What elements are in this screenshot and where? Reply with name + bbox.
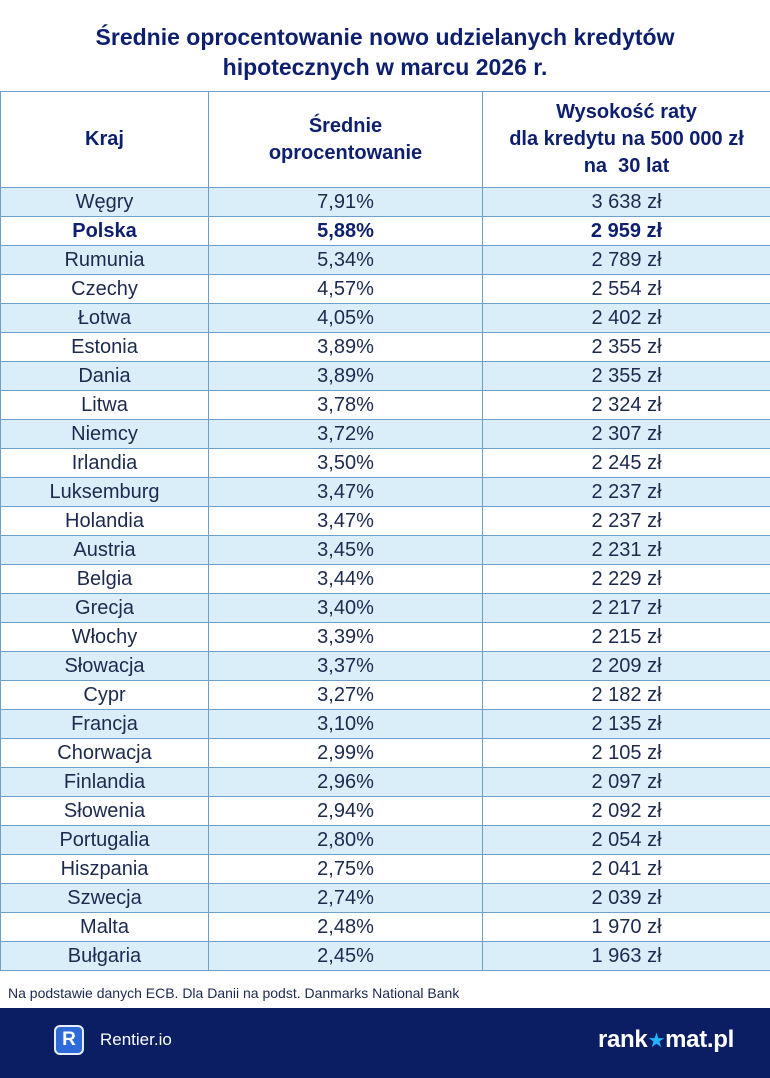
star-icon: ★	[647, 1030, 666, 1052]
cell-installment: 2 245 zł	[483, 449, 770, 478]
cell-country: Litwa	[1, 391, 209, 420]
cell-installment: 2 105 zł	[483, 739, 770, 768]
header-installment: Wysokość raty dla kredytu na 500 000 zł na 30 lat	[483, 92, 770, 188]
title-line-2: hipotecznych w marcu 2026 r.	[222, 54, 548, 80]
cell-country: Chorwacja	[1, 739, 209, 768]
cell-avg-rate: 2,80%	[209, 826, 483, 855]
cell-installment: 1 963 zł	[483, 942, 770, 971]
table-row	[1, 449, 770, 478]
cell-installment: 2 554 zł	[483, 275, 770, 304]
table-row	[1, 565, 770, 594]
cell-installment: 2 324 zł	[483, 391, 770, 420]
cell-country: Portugalia	[1, 826, 209, 855]
rankomat-logo	[598, 1026, 734, 1054]
cell-installment: 2 182 zł	[483, 681, 770, 710]
cell-avg-rate: 3,39%	[209, 623, 483, 652]
cell-country: Łotwa	[1, 304, 209, 333]
cell-avg-rate: 3,50%	[209, 449, 483, 478]
cell-country: Dania	[1, 362, 209, 391]
cell-country: Czechy	[1, 275, 209, 304]
cell-avg-rate: 2,45%	[209, 942, 483, 971]
table-row	[1, 188, 770, 217]
cell-installment: 2 217 zł	[483, 594, 770, 623]
cell-country: Grecja	[1, 594, 209, 623]
table-row	[1, 536, 770, 565]
table-row	[1, 652, 770, 681]
table-row	[1, 768, 770, 797]
table-row	[1, 739, 770, 768]
page-title	[0, 22, 770, 82]
cell-avg-rate: 2,48%	[209, 913, 483, 942]
rentier-logo-icon: R	[54, 1025, 84, 1055]
cell-country: Austria	[1, 536, 209, 565]
cell-avg-rate: 2,75%	[209, 855, 483, 884]
cell-installment: 2 041 zł	[483, 855, 770, 884]
cell-avg-rate: 2,74%	[209, 884, 483, 913]
mortgage-rates-table	[0, 91, 770, 971]
cell-country: Irlandia	[1, 449, 209, 478]
rentier-brand: Rentier.io	[100, 1030, 172, 1049]
cell-avg-rate: 3,72%	[209, 420, 483, 449]
footnote: Na podstawie danych ECB. Dla Danii na podst. Danmarks National Bank	[8, 985, 460, 1001]
table-row	[1, 420, 770, 449]
table-row	[1, 333, 770, 362]
cell-avg-rate: 5,34%	[209, 246, 483, 275]
cell-installment: 2 097 zł	[483, 768, 770, 797]
cell-avg-rate: 2,94%	[209, 797, 483, 826]
cell-country: Słowenia	[1, 797, 209, 826]
table-row	[1, 710, 770, 739]
cell-installment: 2 237 zł	[483, 507, 770, 536]
cell-country: Polska	[1, 217, 209, 246]
cell-installment: 1 970 zł	[483, 913, 770, 942]
table-row	[1, 304, 770, 333]
table-row	[1, 797, 770, 826]
cell-avg-rate: 5,88%	[209, 217, 483, 246]
cell-avg-rate: 3,89%	[209, 362, 483, 391]
cell-installment: 2 092 zł	[483, 797, 770, 826]
cell-installment: 2 231 zł	[483, 536, 770, 565]
cell-installment: 2 789 zł	[483, 246, 770, 275]
cell-country: Luksemburg	[1, 478, 209, 507]
cell-country: Francja	[1, 710, 209, 739]
table-row	[1, 913, 770, 942]
table-row	[1, 362, 770, 391]
cell-country: Słowacja	[1, 652, 209, 681]
cell-installment: 2 355 zł	[483, 333, 770, 362]
table-row	[1, 884, 770, 913]
cell-avg-rate: 3,44%	[209, 565, 483, 594]
cell-avg-rate: 3,27%	[209, 681, 483, 710]
cell-avg-rate: 3,47%	[209, 507, 483, 536]
cell-avg-rate: 2,99%	[209, 739, 483, 768]
cell-installment: 2 959 zł	[483, 217, 770, 246]
cell-installment: 2 307 zł	[483, 420, 770, 449]
table-body	[1, 188, 770, 971]
table-row	[1, 681, 770, 710]
cell-avg-rate: 3,78%	[209, 391, 483, 420]
cell-installment: 2 402 zł	[483, 304, 770, 333]
footer-bar	[0, 1008, 770, 1078]
cell-avg-rate: 3,10%	[209, 710, 483, 739]
cell-country: Cypr	[1, 681, 209, 710]
cell-installment: 2 054 zł	[483, 826, 770, 855]
cell-avg-rate: 4,57%	[209, 275, 483, 304]
rankomat-logo-part1: rank	[597, 1026, 648, 1053]
table-row	[1, 826, 770, 855]
table-row	[1, 623, 770, 652]
rankomat-logo-part2: mat.pl	[665, 1026, 734, 1053]
cell-installment: 2 355 zł	[483, 362, 770, 391]
cell-country: Szwecja	[1, 884, 209, 913]
cell-avg-rate: 3,89%	[209, 333, 483, 362]
cell-country: Estonia	[1, 333, 209, 362]
cell-country: Belgia	[1, 565, 209, 594]
cell-installment: 2 209 zł	[483, 652, 770, 681]
header-country: Kraj	[1, 92, 209, 188]
title-line-1: Średnie oprocentowanie nowo udzielanych kredytów	[95, 24, 675, 50]
header-avg-rate: Średnie oprocentowanie	[209, 92, 483, 188]
table-row	[1, 507, 770, 536]
cell-country: Rumunia	[1, 246, 209, 275]
cell-avg-rate: 4,05%	[209, 304, 483, 333]
cell-country: Włochy	[1, 623, 209, 652]
table-row	[1, 855, 770, 884]
table-row	[1, 246, 770, 275]
cell-installment: 2 229 zł	[483, 565, 770, 594]
table-row	[1, 275, 770, 304]
cell-country: Holandia	[1, 507, 209, 536]
cell-country: Węgry	[1, 188, 209, 217]
table-row	[1, 217, 770, 246]
cell-country: Hiszpania	[1, 855, 209, 884]
cell-avg-rate: 3,37%	[209, 652, 483, 681]
cell-avg-rate: 3,40%	[209, 594, 483, 623]
cell-avg-rate: 3,47%	[209, 478, 483, 507]
cell-country: Niemcy	[1, 420, 209, 449]
cell-installment: 2 039 zł	[483, 884, 770, 913]
cell-installment: 2 237 zł	[483, 478, 770, 507]
table-row	[1, 942, 770, 971]
table-row	[1, 391, 770, 420]
cell-country: Bułgaria	[1, 942, 209, 971]
table-row	[1, 594, 770, 623]
cell-avg-rate: 7,91%	[209, 188, 483, 217]
cell-country: Malta	[1, 913, 209, 942]
cell-installment: 3 638 zł	[483, 188, 770, 217]
table-header-row	[1, 92, 770, 188]
cell-avg-rate: 3,45%	[209, 536, 483, 565]
cell-installment: 2 135 zł	[483, 710, 770, 739]
cell-avg-rate: 2,96%	[209, 768, 483, 797]
cell-installment: 2 215 zł	[483, 623, 770, 652]
cell-country: Finlandia	[1, 768, 209, 797]
table-row	[1, 478, 770, 507]
